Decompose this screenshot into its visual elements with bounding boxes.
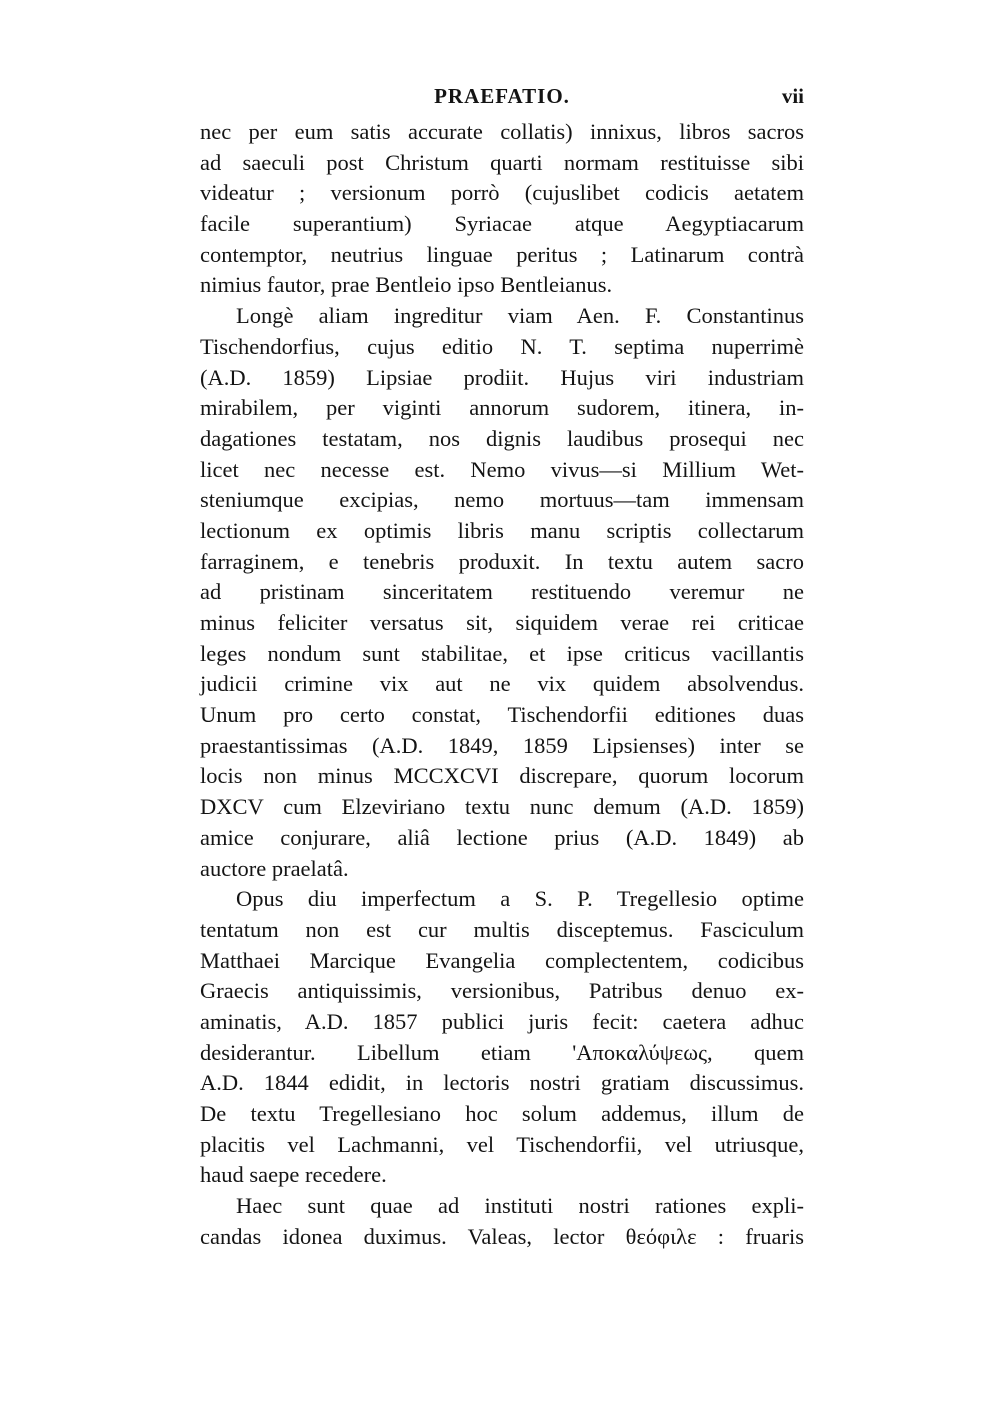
- text-line: praestantissimas (A.D. 1849, 1859 Lipsienses) inter se: [200, 732, 804, 758]
- text-line: auctore praelatâ.: [200, 855, 349, 881]
- text-line: facile superantium) Syriacae atque Aegyptiacarum: [200, 211, 804, 237]
- text-line: lectionum ex optimis libris manu scriptis collectarum: [200, 517, 804, 543]
- running-header: [200, 84, 804, 114]
- text-line: Matthaei Marcique Evangelia complectentem, codicibus: [200, 947, 804, 973]
- text-line: locis non minus MCCXCVI discrepare, quorum locorum: [200, 763, 804, 789]
- text-line: aminatis, A.D. 1857 publici juris fecit: caetera adhuc: [200, 1008, 804, 1034]
- text-line: steniumque excipias, nemo mortuus—tam immensam: [200, 487, 804, 513]
- text-line: Unum pro certo constat, Tischendorfii editiones duas: [200, 702, 804, 728]
- text-line: amice conjurare, aliâ lectione prius (A.D. 1849) ab: [200, 824, 804, 850]
- text-line: nec per eum satis accurate collatis) innixus, libros sacros: [200, 119, 804, 144]
- text-line: DXCV cum Elzeviriano textu nunc demum (A.D. 1859): [200, 794, 804, 820]
- text-line: contemptor, neutrius linguae peritus ; Latinarum contrà: [200, 241, 804, 267]
- text-line: candas idonea duximus. Valeas, lector θεόφιλε : fruaris: [200, 1223, 804, 1249]
- text-line: videatur ; versionum porrò (cujuslibet codicis aetatem: [200, 180, 804, 206]
- page-number: vii: [781, 84, 804, 108]
- text-line: ad saeculi post Christum quarti normam restituisse sibi: [200, 149, 804, 175]
- text-line: farraginem, e tenebris produxit. In textu autem sacro: [200, 548, 804, 574]
- text-line: desiderantur. Libellum etiam 'Αποκαλύψεως, quem: [200, 1039, 804, 1065]
- text-line: Tischendorfius, cujus editio N. T. septima nuperrimè: [200, 333, 804, 359]
- text-line: De textu Tregellesiano hoc solum addemus, illum de: [200, 1101, 804, 1126]
- text-line: Graecis antiquissimis, versionibus, Patribus denuo ex-: [200, 978, 804, 1004]
- text-line: A.D. 1844 edidit, in lectoris nostri gratiam discussimus.: [200, 1070, 804, 1096]
- text-line: tentatum non est cur multis disceptemus. Fasciculum: [200, 916, 804, 942]
- text-line: ad pristinam sinceritatem restituendo veremur ne: [200, 579, 804, 605]
- text-line: placitis vel Lachmanni, vel Tischendorfii, vel utriusque,: [200, 1131, 804, 1157]
- text-line: Longè aliam ingreditur viam Aen. F. Constantinus: [236, 303, 804, 329]
- text-line: dagationes testatam, nos dignis laudibus prosequi nec: [200, 425, 804, 451]
- text-line: Opus diu imperfectum a S. P. Tregellesio optime: [236, 886, 804, 912]
- text-line: licet nec necesse est. Nemo vivus—si Millium Wet-: [200, 456, 804, 482]
- text-line: haud saepe recedere.: [200, 1162, 387, 1188]
- text-line: leges nondum sunt stabilitae, et ipse criticus vacillantis: [200, 640, 804, 666]
- text-line: mirabilem, per viginti annorum sudorem, itinera, in-: [200, 395, 804, 421]
- text-line: nimius fautor, prae Bentleio ipso Bentleianus.: [200, 272, 613, 298]
- text-line: (A.D. 1859) Lipsiae prodiit. Hujus viri industriam: [200, 364, 804, 390]
- text-line: judicii crimine vix aut ne vix quidem absolvendus.: [200, 671, 804, 697]
- body-text: [200, 117, 804, 1252]
- text-line: Haec sunt quae ad instituti nostri rationes expli-: [236, 1193, 804, 1219]
- text-line: minus feliciter versatus sit, siquidem verae rei criticae: [200, 610, 804, 635]
- running-title: PRAEFATIO.: [434, 84, 570, 108]
